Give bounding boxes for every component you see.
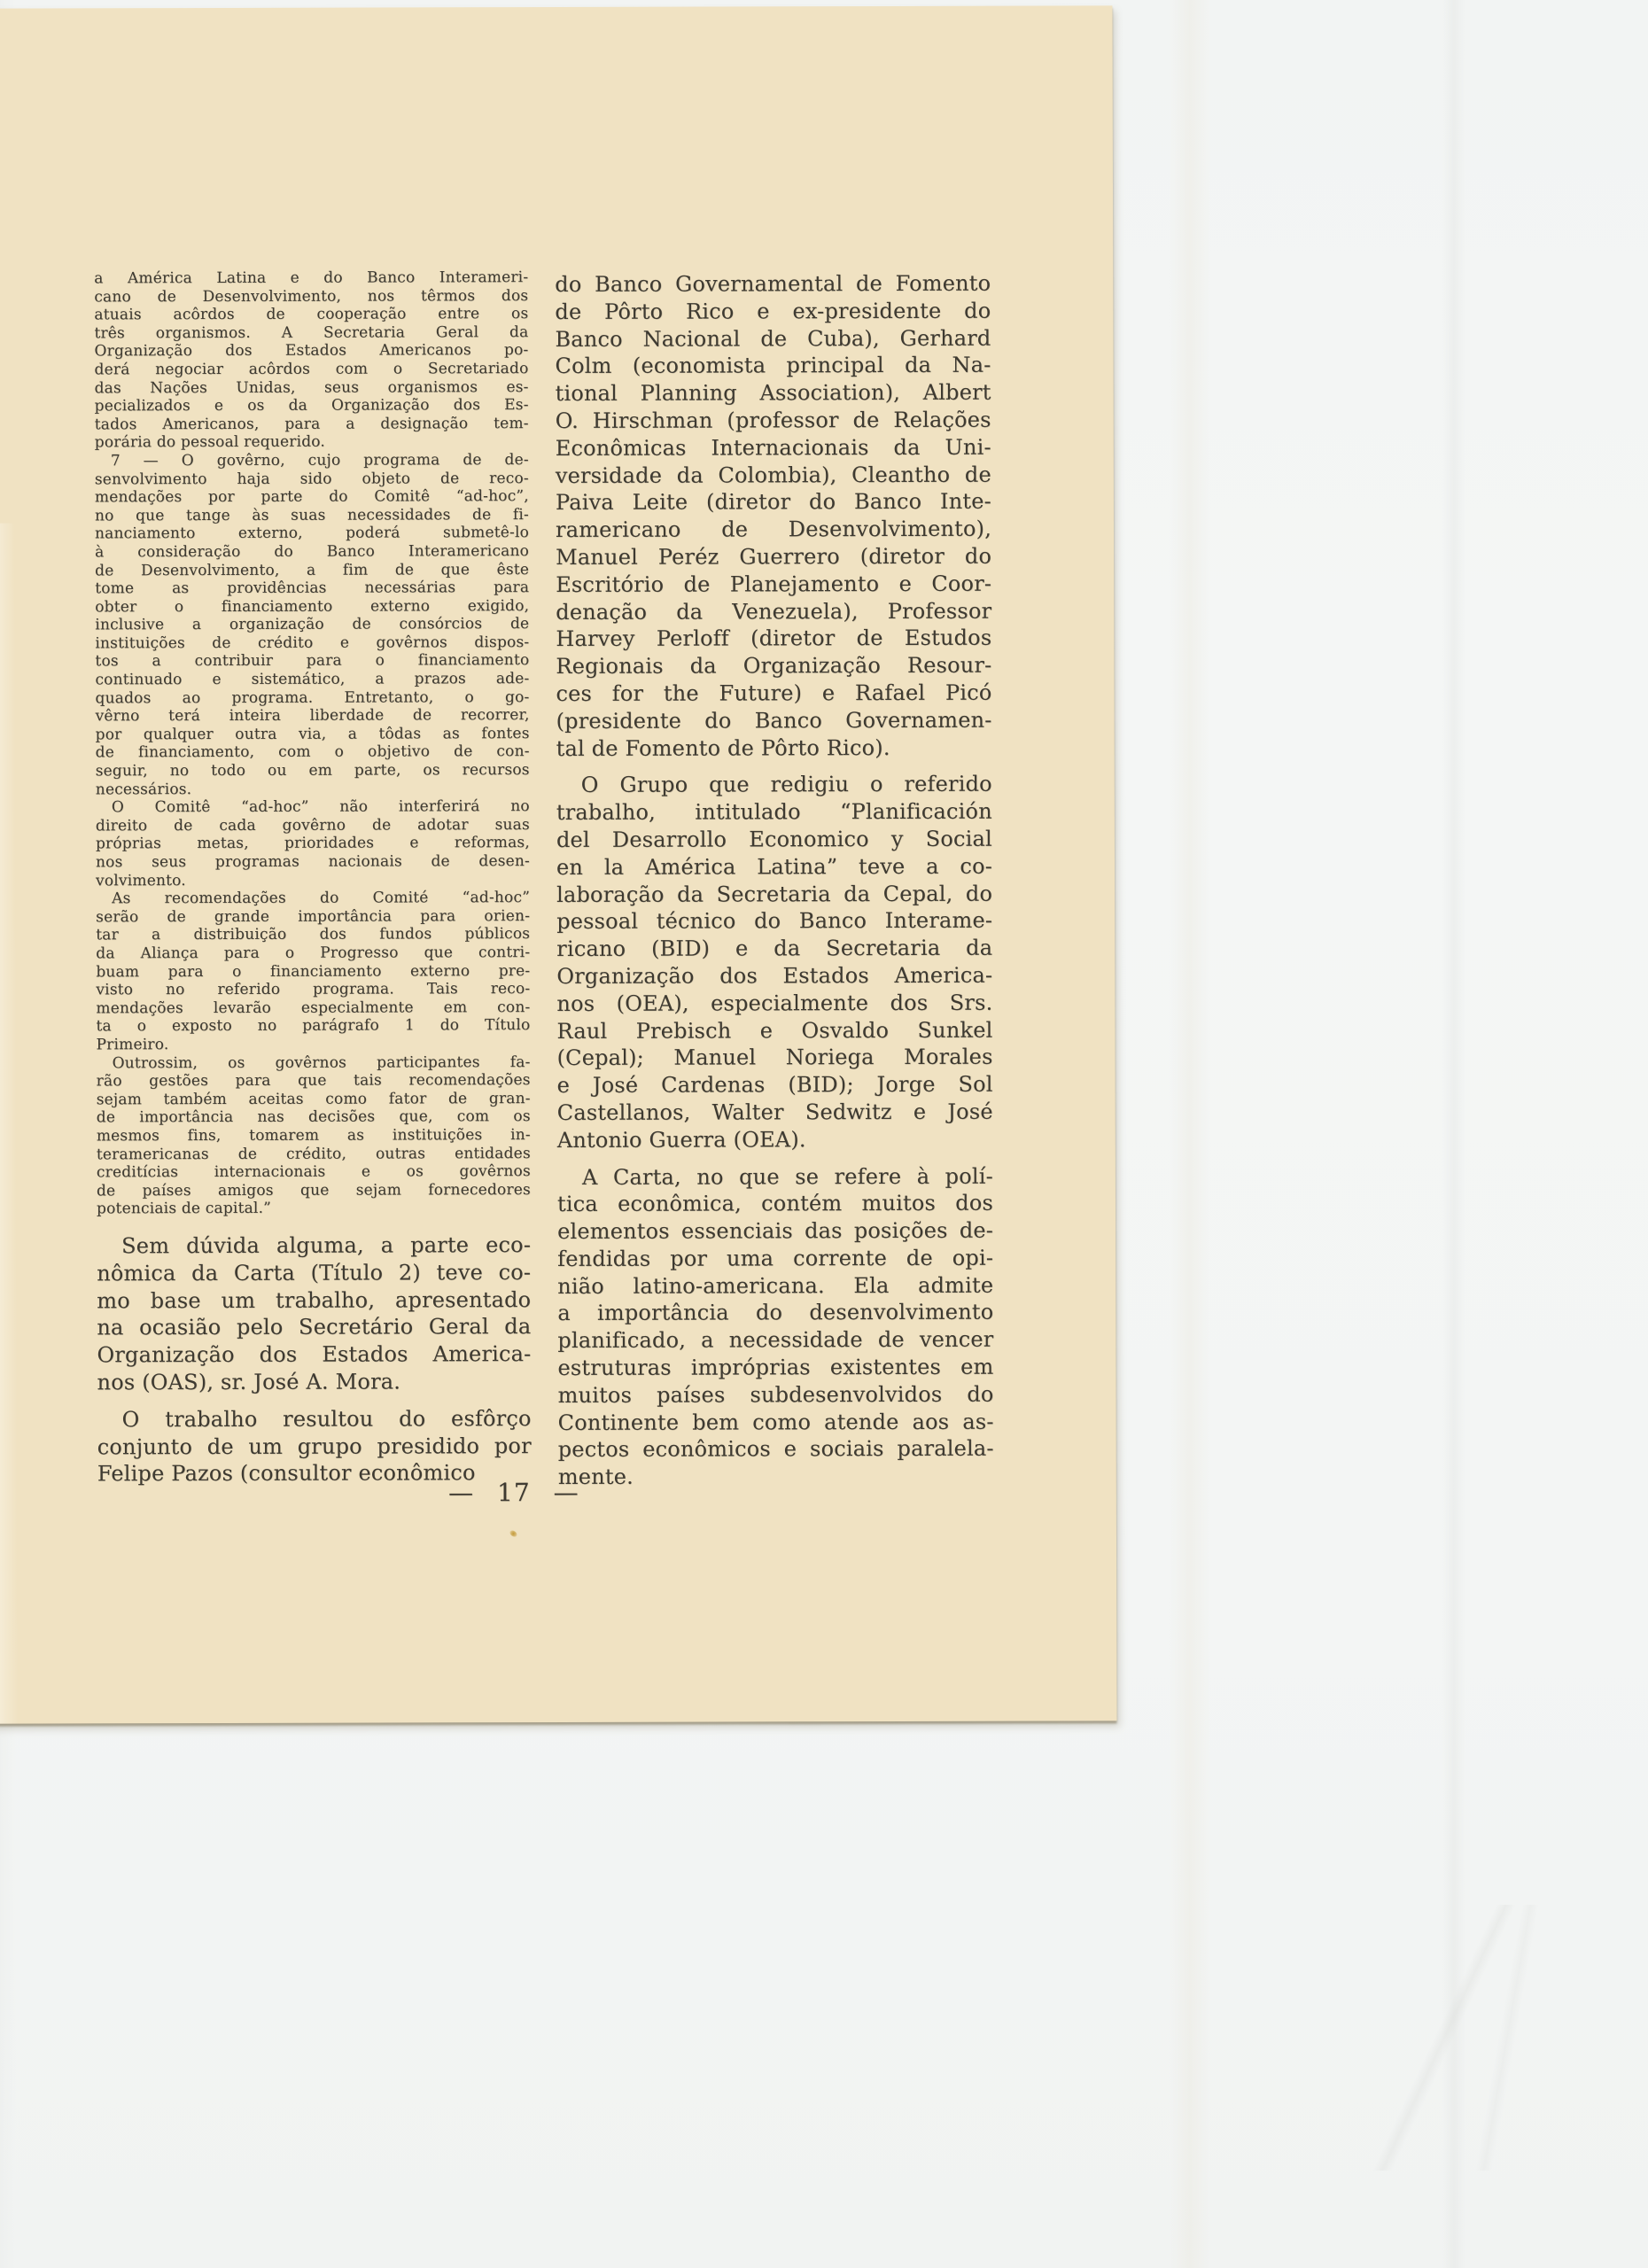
text-line: direito de cada govêrno de adotar suas xyxy=(95,815,530,835)
paper-age-spot xyxy=(509,1529,518,1538)
text-line: 7 — O govêrno, cujo programa de de- xyxy=(110,451,529,470)
text-line: Raul Prebisch e Osvaldo Sunkel xyxy=(556,1017,993,1044)
text-line: estruturas impróprias existentes em xyxy=(557,1354,994,1381)
text-line: porária do pessoal requerido. xyxy=(94,433,326,452)
paragraph xyxy=(95,451,530,799)
document-page xyxy=(0,5,1117,1723)
text-line: As recomendações do Comité “ad-hoc” xyxy=(112,889,531,908)
paragraph xyxy=(97,1405,532,1488)
text-line: nos (OAS), sr. José A. Mora. xyxy=(97,1369,401,1395)
text-line: Felipe Pazos (consultor econômico xyxy=(97,1460,476,1487)
text-line: inclusive a organização de consórcios de xyxy=(95,615,530,634)
paragraph xyxy=(96,797,530,889)
text-line: instituições de crédito e govêrnos dispos- xyxy=(95,633,530,653)
text-line: Sem dúvida alguma, a parte eco- xyxy=(121,1232,532,1259)
text-line: Econômicas Internacionais da Uni- xyxy=(555,434,991,461)
text-line: mente. xyxy=(557,1464,634,1490)
text-line: à consideração do Banco Interamericano xyxy=(95,541,530,562)
text-line: O trabalho resultou do esfôrço xyxy=(121,1405,532,1433)
text-line: nômica da Carta (Título 2) teve co- xyxy=(97,1259,532,1286)
text-line: de Pôrto Rico e ex-presidente do xyxy=(555,298,991,324)
text-line: de Desenvolvimento, a fim de que êste xyxy=(95,560,530,579)
text-line: seguir, no todo ou em parte, os recursos xyxy=(95,761,530,781)
text-line: vêrno terá inteira liberdade de recorrer, xyxy=(95,706,530,726)
text-line: muitos países subdesenvolvidos do xyxy=(557,1381,994,1408)
text-line: do Banco Governamental de Fomento xyxy=(555,270,991,297)
text-line: a importância do desenvolvimento xyxy=(557,1300,994,1326)
text-line: próprias metas, prioridades e reformas, xyxy=(95,834,530,853)
text-line: O Comitê “ad-hoc” não interferirá no xyxy=(111,797,530,817)
text-line: a América Latina e do Banco Interameri- xyxy=(94,268,529,288)
text-line: O Grupo que redigiu o referido xyxy=(580,772,992,798)
text-line: ramericano de Desenvolvimento), xyxy=(555,516,992,543)
text-line: pessoal técnico do Banco Interame- xyxy=(556,908,993,935)
text-line: atuais acôrdos de cooperação entre os xyxy=(94,305,529,324)
right-column-text xyxy=(555,270,994,1491)
text-line: sejam também aceitas como fator de gran- xyxy=(96,1089,531,1109)
text-line: Escritório de Planejamento e Coor- xyxy=(556,571,992,597)
text-line: pectos econômicos e sociais paralela- xyxy=(557,1436,994,1463)
text-line: laboração da Secretaria da Cepal, do xyxy=(556,881,993,907)
paragraph xyxy=(557,1162,994,1491)
text-line: três organismos. A Secretaria Geral da xyxy=(94,322,529,343)
text-line: obter o financiamento externo exigido, xyxy=(95,596,530,617)
text-line: da Aliança para o Progresso que contri- xyxy=(96,944,531,963)
text-line: ta o exposto no parágrafo 1 do Título xyxy=(96,1016,531,1036)
text-line: Antonio Guerra (OEA). xyxy=(556,1126,806,1153)
text-line: mendações levarão especialmente em con- xyxy=(96,998,531,1018)
text-line: pecializados e os da Organização dos Es- xyxy=(94,396,529,416)
text-line: Banco Nacional de Cuba), Gerhard xyxy=(555,325,991,352)
text-line: e José Cardenas (BID); Jorge Sol xyxy=(556,1071,993,1099)
text-line: volvimento. xyxy=(96,871,186,889)
text-line: mo base um trabalho, apresentado xyxy=(97,1286,532,1313)
text-line: creditícias internacionais e os govêrnos xyxy=(96,1162,531,1182)
text-line: tome as providências necessárias para xyxy=(95,579,530,598)
text-line: senvolvimento haja sido objeto de reco- xyxy=(94,469,529,488)
left-column-small-text xyxy=(94,268,531,1218)
page-number: — 17 — xyxy=(448,1477,579,1508)
text-line: teramericanas de crédito, outras entidades xyxy=(96,1144,531,1163)
paragraph xyxy=(96,889,530,1054)
text-line: planificado, a necessidade de vencer xyxy=(557,1326,994,1354)
text-line: del Desarrollo Economico y Social xyxy=(556,826,992,852)
text-line: no que tange às suas necessidades de fi- xyxy=(94,505,529,525)
text-line: Outrossim, os govêrnos participantes fa- xyxy=(112,1052,531,1072)
text-line: tados Americanos, para a designação tem- xyxy=(94,414,529,434)
text-line: mendações por parte do Comitê “ad-hoc”, xyxy=(94,487,529,507)
paragraph xyxy=(94,268,529,452)
paragraph xyxy=(97,1231,531,1396)
text-line: tica econômica, contém muitos dos xyxy=(556,1190,994,1217)
text-line: fendidas por uma corrente de opi- xyxy=(557,1245,994,1271)
text-line: serão de grande importância para orien- xyxy=(96,906,531,927)
text-line: trabalho, intitulado “Planificación xyxy=(556,798,992,826)
text-line: ces for the Future) e Rafael Picó xyxy=(556,680,992,706)
text-line: tar a distribuição dos fundos públicos xyxy=(96,925,531,944)
text-line: buam para o financiamento externo pre- xyxy=(96,961,531,981)
paragraph xyxy=(555,270,991,763)
text-line: Organização dos Estados America- xyxy=(556,962,993,989)
text-line: Colm (economista principal da Na- xyxy=(555,353,991,379)
text-line: de países amigos que sejam fornecedores xyxy=(96,1180,531,1200)
text-line: derá negociar acôrdos com o Secretariado xyxy=(94,360,529,379)
text-line: en la América Latina” teve a co- xyxy=(556,853,993,880)
text-line: Paiva Leite (diretor do Banco Inte- xyxy=(555,489,991,516)
text-line: mesmos fins, tomarem as instituições in- xyxy=(96,1125,531,1146)
text-line: tos a contribuir para o financiamento xyxy=(95,651,530,671)
text-line: necessários. xyxy=(95,780,192,798)
text-line: por qualquer outra via, a tôdas as fontes xyxy=(95,724,530,744)
text-line: denação da Venezuela), Professor xyxy=(556,598,992,625)
text-line: elementos essenciais das posições de- xyxy=(557,1217,994,1245)
text-line: visto no referido programa. Tais reco- xyxy=(96,980,531,999)
scanner-streak xyxy=(1442,0,1465,2268)
text-line: ricano (BID) e da Secretaria da xyxy=(556,935,993,962)
text-line: (presidente do Banco Governamen- xyxy=(556,707,992,734)
text-line: Castellanos, Walter Sedwitz e José xyxy=(556,1099,993,1125)
text-line: nos (OEA), especialmente dos Srs. xyxy=(556,990,993,1016)
text-line: (Cepal); Manuel Noriega Morales xyxy=(556,1045,993,1071)
text-line: Manuel Peréz Guerrero (diretor do xyxy=(556,543,992,570)
text-line: cano de Desenvolvimento, nos têrmos dos xyxy=(94,286,529,306)
text-line: de importância nas decisões que, com os xyxy=(96,1107,531,1127)
text-line: continuado e sistemático, a prazos ade- xyxy=(95,670,530,689)
text-line: Primeiro. xyxy=(96,1036,169,1054)
text-line: nanciamento externo, poderá submetê-lo xyxy=(94,524,530,543)
text-line: tional Planning Association), Albert xyxy=(555,379,991,407)
text-line: A Carta, no que se refere à polí- xyxy=(581,1163,993,1190)
text-line: Organização dos Estados America- xyxy=(97,1341,532,1368)
left-column-large-text xyxy=(97,1224,532,1487)
text-line: quados ao programa. Entretanto, o go- xyxy=(95,687,530,708)
text-line: versidade da Colombia), Cleantho de xyxy=(555,462,991,488)
text-line: tal de Fomento de Pôrto Rico). xyxy=(556,734,890,761)
scanner-streak xyxy=(1170,0,1210,2268)
text-line: O. Hirschman (professor de Relações xyxy=(555,407,991,433)
paragraph xyxy=(97,1053,531,1219)
text-line: nião latino-americana. Ela admite xyxy=(557,1272,994,1299)
paragraph xyxy=(556,771,993,1153)
text-line: potenciais de capital.” xyxy=(96,1200,272,1218)
text-line: Continente bem como atende aos as- xyxy=(557,1409,994,1435)
text-line: na ocasião pelo Secretário Geral da xyxy=(97,1314,532,1340)
text-line: Organização dos Estados Americanos po- xyxy=(94,341,529,361)
text-line: de financiamento, com o objetivo de con- xyxy=(95,742,530,762)
text-line: Harvey Perloff (diretor de Estudos xyxy=(556,625,992,652)
text-line: Regionais da Organização Resour- xyxy=(556,652,992,680)
text-line: das Nações Unidas, seus organismos es- xyxy=(94,377,529,397)
text-line: nos seus programas nacionais de desen- xyxy=(95,852,531,872)
text-line: rão gestões para que tais recomendações xyxy=(96,1071,531,1091)
scanner-scratch-marks xyxy=(1258,1905,1630,2171)
text-line: conjunto de um grupo presidido por xyxy=(97,1433,532,1459)
